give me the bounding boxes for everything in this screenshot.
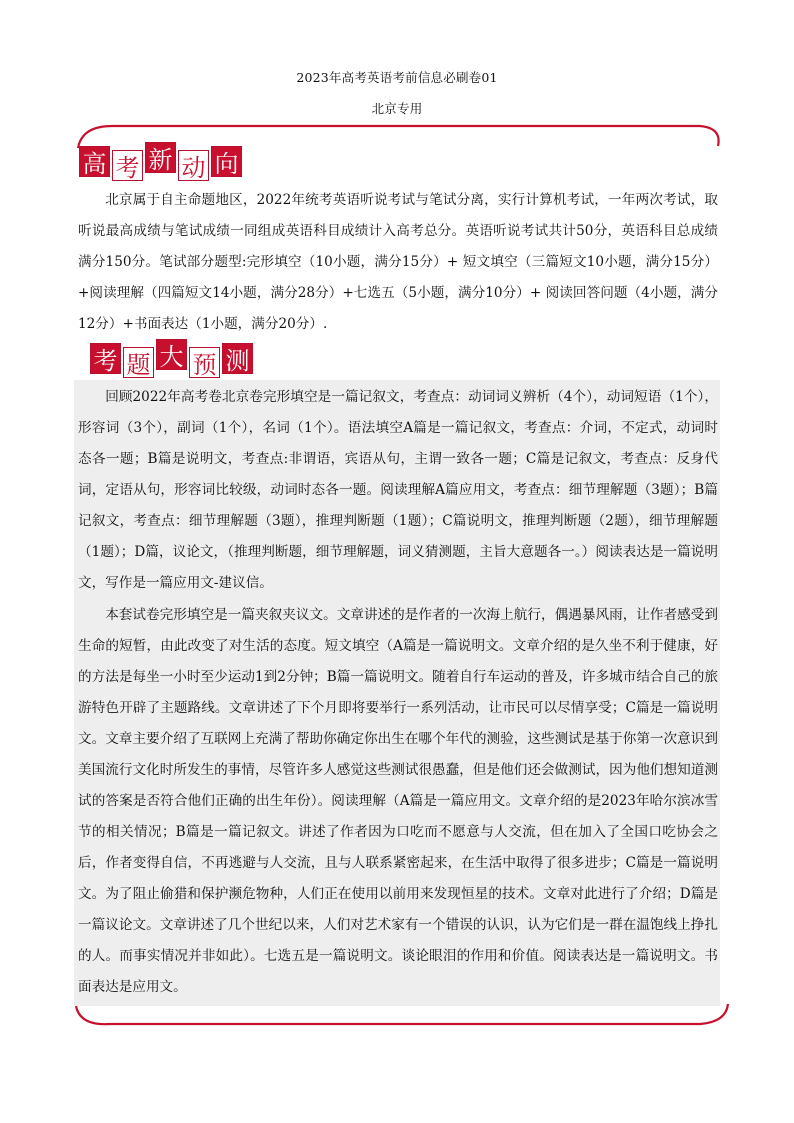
paper-overview-paragraph: 本套试卷完形填空是一篇夹叙夹议文。文章讲述的是作者的一次海上航行，偶遇暴风雨，让作者感受到生命的短暂，由此改变了对生活的态度。短文填空（A篇是一篇说明文。文章介绍的是久坐不利于健康，好的方法是每坐一小时至少运动1到2分钟；B篇一篇说明文。随着自行车运动的普及，许多城市结合自己的旅游特色开辟了主题路线。文章讲述了下个月即将要举行一系列活动，让市民可以尽情享受；C篇是一篇说明文。文章主要介绍了互联网上充满了帮助你确定你出生在哪个年代的测验，这些测试是基于你第一次意识到美国流行文化时所发生的事情，尽管许多人感觉这些测试很愚蠢，但是他们还会做测试，因为他们想知道测试的答案是否符合他们正确的出生年份）。阅读理解（A篇是一篇应用文。文章介绍的是2023年哈尔滨冰雪节的相关情况；B篇是一篇记叙文。讲述了作者因为口吃而不愿意与人交流，但在加入了全国口吃协会之后，作者变得自信，不再逃避与人交流，且与人联系紧密起来，在生活中取得了很多进步；C篇是一篇说明文。为了阻止偷猎和保护濒危物种，人们正在使用以前用来发现恒星的技术。文章对此进行了介绍；D篇是一篇议论文。文章讲述了几个世纪以来，人们对艺术家有一个错误的认识，认为它们是一群在温饱线上挣扎的人。而事实情况并非如此）。七选五是一篇说明文。谈论眼泪的作用和价值。阅读表达是一篇说明文。书面表达是应用文。 [78, 607, 718, 995]
badge-char: 题 [123, 347, 154, 378]
badge-char: 大 [156, 339, 187, 370]
review-paragraph: 回顾2022年高考卷北京卷完形填空是一篇记叙文，考查点：动词词义辨析（4个），动词短语（1个），形容词（3个），副词（1个），名词（1个）。语法填空A篇是一篇记叙文，考查点：介词，不定式，动词时态各一题；B篇是说明文，考查点:非谓语，宾语从句，主谓一致各一题；C篇是记叙文，考查点：反身代词，定语从句，形容词比较级，动词时态各一题。阅读理解A篇应用文，考查点：细节理解题（3题）；B篇记叙文，考查点：细节理解题（3题），推理判断题（1题）；C篇说明文，推理判断题（2题），细节理解题（1题）；D篇，议论文，（推理判断题，细节理解题，词义猜测题，主旨大意题各一。）阅读表达是一篇说明文，写作是一篇应用文-建议信。 [78, 389, 718, 591]
badge-char: 考 [90, 343, 121, 374]
section-badge-predict [90, 343, 255, 379]
document-subtitle: 北京专用 [371, 101, 423, 116]
badge-char: 高 [79, 146, 110, 177]
trend-paragraph: 北京属于自主命题地区，2022年统考英语听说考试与笔试分离，实行计算机考试，一年两次考试，取听说最高成绩与笔试成绩一同组成英语科目成绩计入高考总分。英语听说考试共计50分，英语科目总成绩满分150分。笔试部分题型:完形填空（10小题，满分15分）+ 短文填空（三篇短文10小题，满分15分）+阅读理解（四篇短文14小题，满分28分）+七选五（5小题，满分10分）+ 阅读回答问题（4小题，满分12分）+书面表达（1小题，满分20分）. [78, 192, 718, 332]
badge-char: 动 [178, 150, 209, 181]
badge-char: 新 [145, 142, 176, 173]
badge-char: 测 [222, 343, 253, 374]
section-badge-trend [79, 146, 244, 182]
badge-char: 预 [189, 347, 220, 378]
badge-char: 考 [112, 150, 143, 181]
badge-char: 向 [211, 146, 242, 177]
document-title: 2023年高考英语考前信息必刷卷01 [296, 70, 498, 85]
